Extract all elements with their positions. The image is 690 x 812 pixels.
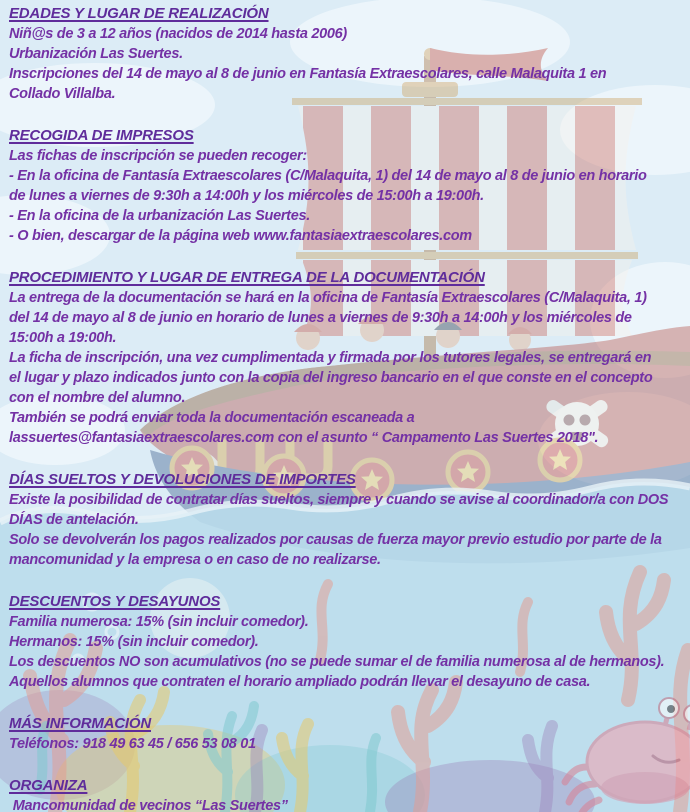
section-heading: ORGANIZA	[9, 777, 88, 794]
text-line: de lunes a viernes de 9:30h a 14:00h y los miércoles de 15:00h a 19:00h.	[9, 188, 484, 204]
text-line: Mancomunidad de vecinos “Las Suertes”	[9, 798, 288, 812]
text-line: Las fichas de inscripción se pueden recoger:	[9, 148, 307, 164]
text-line: 15:00h a 19:00h.	[9, 330, 117, 346]
text-line: Existe la posibilidad de contratar días sueltos, siempre y cuando se avise al coordinador/a con DOS	[9, 492, 669, 508]
text-line: Los descuentos NO son acumulativos (no se puede sumar el de familia numerosa al de hermanos).	[9, 654, 665, 670]
text-line: - En la oficina de la urbanización Las Suertes.	[9, 208, 310, 224]
section-organiza	[9, 776, 682, 812]
section-lines	[9, 796, 682, 812]
text-line: También se podrá enviar toda la documentación escaneada a	[9, 410, 415, 426]
text-line: La ficha de inscripción, una vez cumplimentada y firmada por los tutores legales, se entregará en	[9, 350, 652, 366]
text-line: - O bien, descargar de la página web www.fantasiaextraescolares.com	[9, 228, 472, 244]
section-heading: DESCUENTOS Y DESAYUNOS	[9, 593, 221, 610]
text-line: lassuertes@fantasiaextraescolares.com con el asunto “ Campamento Las Suertes 2018".	[9, 430, 599, 446]
section-recogida-de-impresos	[9, 126, 682, 246]
text-line: del 14 de mayo al 8 de junio en horario de lunes a viernes de 9:30h a 14:00h y los miércoles de	[9, 310, 632, 326]
text-line: Inscripciones del 14 de mayo al 8 de junio en Fantasía Extraescolares, calle Malaquita 1 en	[9, 66, 607, 82]
text-line: DÍAS de antelación.	[9, 512, 139, 528]
text-line: mancomunidad y la empresa o en caso de no realizarse.	[9, 552, 381, 568]
section-procedimiento-entrega	[9, 268, 682, 448]
text-line: Urbanización Las Suertes.	[9, 46, 183, 62]
section-edades	[9, 4, 682, 104]
section-lines	[9, 146, 682, 246]
section-lines	[9, 734, 682, 754]
section-lines	[9, 490, 682, 570]
section-descuentos-desayunos	[9, 592, 682, 692]
section-lines	[9, 24, 682, 104]
section-heading: MÁS INFORMACIÓN	[9, 715, 151, 732]
section-heading: RECOGIDA DE IMPRESOS	[9, 127, 194, 144]
text-line: con el nombre del alumno.	[9, 390, 186, 406]
section-heading: PROCEDIMIENTO Y LUGAR DE ENTREGA DE LA DOCUMENTACIÓN	[9, 269, 485, 286]
text-line: Collado Villalba.	[9, 86, 116, 102]
text-line: Niñ@s de 3 a 12 años (nacidos de 2014 hasta 2006)	[9, 26, 347, 42]
text-line: Teléfonos: 918 49 63 45 / 656 53 08 01	[9, 736, 256, 752]
section-lines	[9, 612, 682, 692]
section-heading: DÍAS SUELTOS Y DEVOLUCIONES DE IMPORTES	[9, 471, 356, 488]
text-line: Familia numerosa: 15% (sin incluir comedor).	[9, 614, 309, 630]
text-line: Solo se devolverán los pagos realizados por causas de fuerza mayor previo estudio por parte de la	[9, 532, 662, 548]
section-heading: EDADES Y LUGAR DE REALIZACIÓN	[9, 5, 269, 22]
text-line: La entrega de la documentación se hará en la oficina de Fantasía Extraescolares (C/Malaquita, 1)	[9, 290, 647, 306]
text-line: Hermanos: 15% (sin incluir comedor).	[9, 634, 259, 650]
section-mas-informacion	[9, 714, 682, 754]
section-lines	[9, 288, 682, 448]
text-line: Aquellos alumnos que contraten el horario ampliado podrán llevar el desayuno de casa.	[9, 674, 591, 690]
text-line: - En la oficina de Fantasía Extraescolares (C/Malaquita, 1) del 14 de mayo al 8 de junio en horario	[9, 168, 647, 184]
text-line: el lugar y plazo indicados junto con la copia del ingreso bancario en el que conste en el concepto	[9, 370, 653, 386]
section-dias-sueltos	[9, 470, 682, 570]
